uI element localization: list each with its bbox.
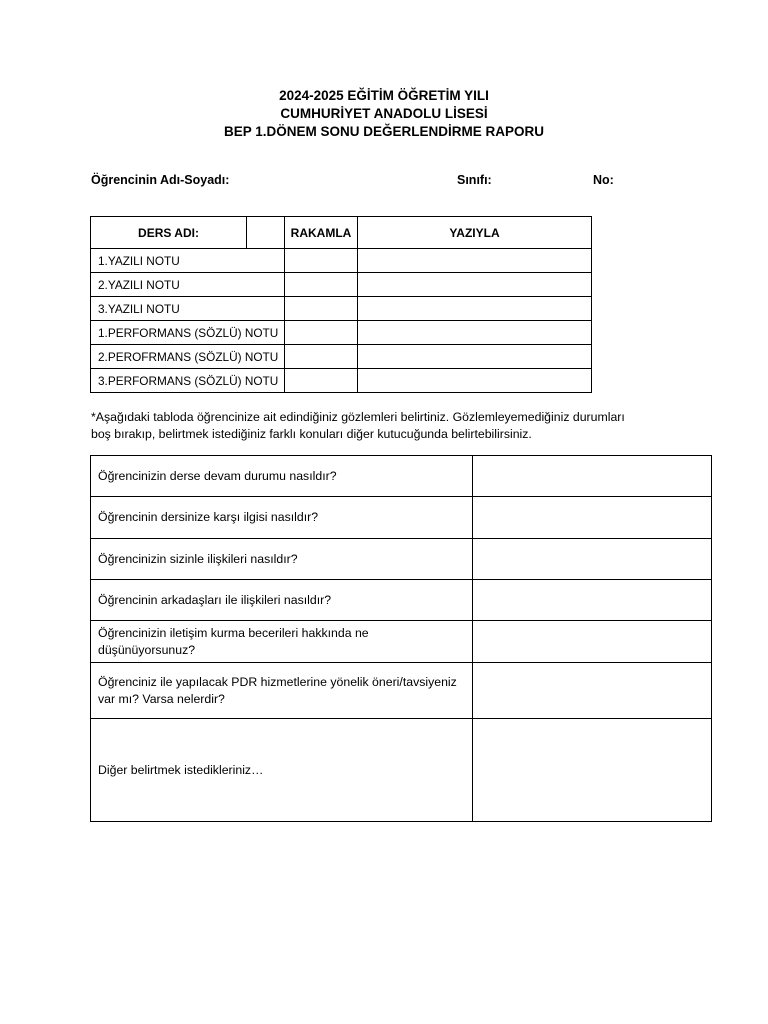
grade-written-cell[interactable] (358, 345, 592, 369)
grade-numeric-cell[interactable] (285, 369, 358, 393)
table-row (91, 497, 712, 539)
observation-question: Öğrencinin dersinize karşı ilgisi nasıldır? (91, 497, 473, 539)
grade-course-cell: 3.YAZILI NOTU (91, 297, 285, 321)
title-year-line: 2024-2025 EĞİTİM ÖĞRETİM YILI (279, 88, 489, 103)
grade-written-cell[interactable] (358, 297, 592, 321)
grade-numeric-cell[interactable] (285, 273, 358, 297)
written-header: YAZIYLA (358, 217, 592, 249)
note-line-2: boş bırakıp, belirtmek istediğiniz farklı konuları diğer kutucuğunda belirtebilirsiniz. (91, 427, 532, 441)
title-school-line: CUMHURİYET ANADOLU LİSESİ (280, 106, 488, 121)
observation-answer-cell[interactable] (473, 580, 712, 621)
observation-answer-cell[interactable] (473, 719, 712, 822)
blank-header-cell (247, 217, 285, 249)
table-row (91, 249, 592, 273)
student-no-label: No: (593, 173, 614, 187)
observation-question: Öğrencinin arkadaşları ile ilişkileri nasıldır? (91, 580, 473, 621)
grade-course-cell: 2.PEROFRMANS (SÖZLÜ) NOTU (91, 345, 285, 369)
table-row (91, 539, 712, 580)
table-row (91, 621, 712, 663)
observation-question: Öğrencinizin sizinle ilişkileri nasıldır? (91, 539, 473, 580)
grade-numeric-cell[interactable] (285, 297, 358, 321)
student-class-label: Sınıfı: (457, 173, 492, 187)
observation-question: Öğrencinizin iletişim kurma becerileri hakkında ne düşünüyorsunuz? (91, 621, 473, 663)
table-row (91, 663, 712, 719)
title-report-line: BEP 1.DÖNEM SONU DEĞERLENDİRME RAPORU (223, 124, 545, 139)
grade-course-cell: 2.YAZILI NOTU (91, 273, 285, 297)
grade-written-cell[interactable] (358, 249, 592, 273)
observation-answer-cell[interactable] (473, 497, 712, 539)
observation-question: Diğer belirtmek istedikleriniz… (91, 719, 473, 822)
observation-answer-cell[interactable] (473, 621, 712, 663)
grade-course-cell: 3.PERFORMANS (SÖZLÜ) NOTU (91, 369, 285, 393)
course-header: DERS ADI: (91, 217, 247, 249)
observation-answer-cell[interactable] (473, 663, 712, 719)
grade-numeric-cell[interactable] (285, 321, 358, 345)
table-row (91, 719, 712, 822)
instruction-note (91, 409, 691, 443)
table-row (91, 369, 592, 393)
table-row (91, 580, 712, 621)
grade-written-cell[interactable] (358, 369, 592, 393)
table-row (91, 456, 712, 497)
observation-answer-cell[interactable] (473, 539, 712, 580)
grade-course-cell: 1.YAZILI NOTU (91, 249, 285, 273)
note-line-1: *Aşağıdaki tabloda öğrencinize ait edindiğiniz gözlemleri belirtiniz. Gözlemleyemediğiniz durumları (91, 410, 625, 424)
table-row (91, 297, 592, 321)
grades-table (90, 216, 592, 393)
observation-question: Öğrencinizin derse devam durumu nasıldır? (91, 456, 473, 497)
observation-question: Öğrenciniz ile yapılacak PDR hizmetlerine yönelik öneri/tavsiyeniz var mı? Varsa nelerdir? (91, 663, 473, 719)
student-name-label: Öğrencinin Adı-Soyadı: (91, 173, 230, 187)
table-row (91, 273, 592, 297)
report-title (0, 87, 768, 141)
grade-written-cell[interactable] (358, 273, 592, 297)
table-row (91, 345, 592, 369)
grade-numeric-cell[interactable] (285, 345, 358, 369)
grade-numeric-cell[interactable] (285, 249, 358, 273)
grade-written-cell[interactable] (358, 321, 592, 345)
observation-answer-cell[interactable] (473, 456, 712, 497)
grade-course-cell: 1.PERFORMANS (SÖZLÜ) NOTU (91, 321, 285, 345)
grades-header-row (91, 217, 592, 249)
observations-table (90, 455, 712, 822)
table-row (91, 321, 592, 345)
numeric-header: RAKAMLA (285, 217, 358, 249)
